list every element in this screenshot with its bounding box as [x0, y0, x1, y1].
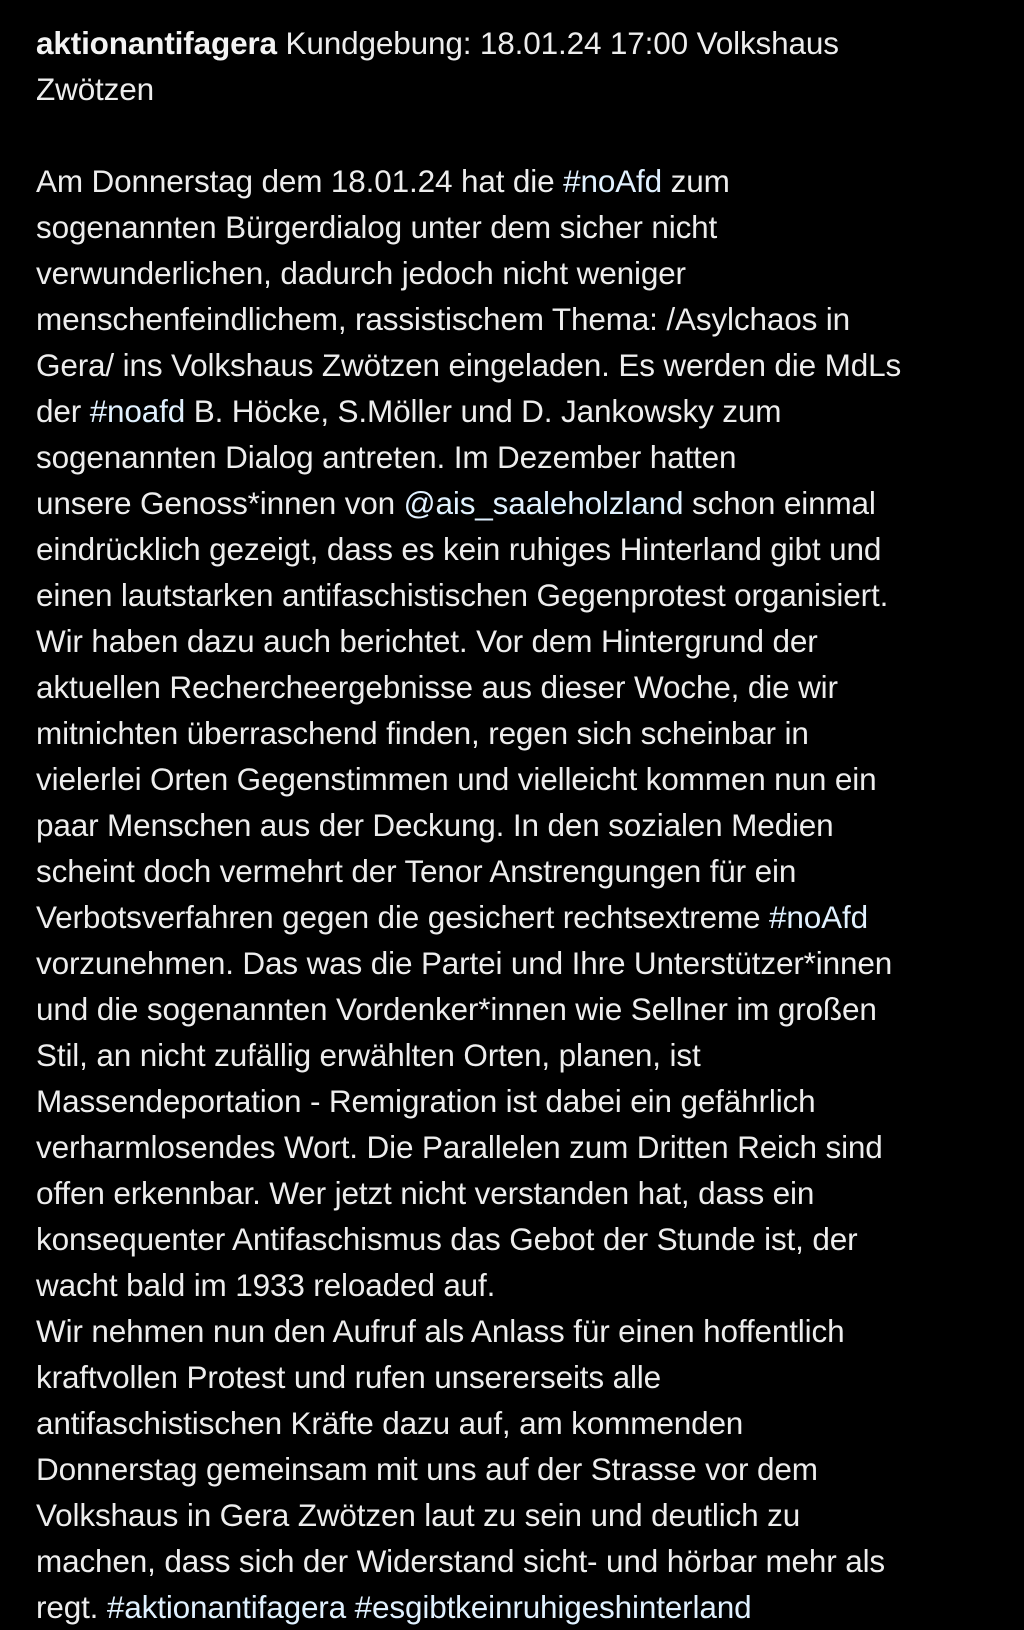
caption-line: Stil, an nicht zufällig erwählten Orten, planen, ist — [36, 1037, 701, 1073]
caption-text: Verbotsverfahren gegen die gesichert rechtsextreme — [36, 899, 770, 935]
caption-text: schon einmal — [683, 485, 876, 521]
caption-line: offen erkennbar. Wer jetzt nicht verstanden hat, dass ein — [36, 1175, 815, 1211]
caption-line: verharmlosendes Wort. Die Parallelen zum Dritten Reich sind — [36, 1129, 883, 1165]
caption-line: kraftvollen Protest und rufen unsererseits alle — [36, 1359, 662, 1395]
caption-text: unsere Genoss*innen von — [36, 485, 404, 521]
caption-line — [36, 158, 1006, 204]
caption-line — [36, 480, 1006, 526]
caption-text: Am Donnerstag dem 18.01.24 hat die — [36, 163, 564, 199]
hashtag-link[interactable]: #aktionantifagera — [106, 1589, 347, 1625]
caption-text: B. Höcke, S.Möller und D. Jankowsky zum — [185, 393, 782, 429]
username-link[interactable]: aktionantifagera — [36, 25, 277, 61]
mention-link[interactable]: @ais_saaleholzland — [403, 485, 684, 521]
post-caption — [36, 20, 1006, 1630]
caption-line: scheint doch vermehrt der Tenor Anstrengungen für ein — [36, 853, 797, 889]
caption-line: menschenfeindlichem, rassistischem Thema: /Asylchaos in — [36, 301, 851, 337]
caption-title-line — [36, 20, 1006, 66]
post-title-text-continued: Zwötzen — [36, 71, 154, 107]
caption-line: Donnerstag gemeinsam mit uns auf der Strasse vor dem — [36, 1451, 818, 1487]
post-title-text: Kundgebung: 18.01.24 17:00 Volkshaus — [276, 25, 839, 61]
caption-text: der — [36, 393, 90, 429]
caption-line — [36, 894, 1006, 940]
caption-line: sogenannten Dialog antreten. Im Dezember hatten — [36, 439, 737, 475]
caption-line: paar Menschen aus der Deckung. In den sozialen Medien — [36, 807, 834, 843]
caption-text: zum — [662, 163, 730, 199]
caption-line: Gera/ ins Volkshaus Zwötzen eingeladen. Es werden die MdLs — [36, 347, 902, 383]
caption-line: konsequenter Antifaschismus das Gebot der Stunde ist, der — [36, 1221, 858, 1257]
hashtag-link[interactable]: #noAfd — [563, 163, 663, 199]
caption-line: aktuellen Rechercheergebnisse aus dieser Woche, die wir — [36, 669, 838, 705]
caption-line: Massendeportation - Remigration ist dabei ein gefährlich — [36, 1083, 816, 1119]
hashtag-link[interactable]: #esgibtkeinruhigeshinterland — [354, 1589, 752, 1625]
caption-line: Volkshaus in Gera Zwötzen laut zu sein und deutlich zu — [36, 1497, 801, 1533]
caption-line: vorzunehmen. Das was die Partei und Ihre Unterstützer*innen — [36, 945, 893, 981]
caption-line: verwunderlichen, dadurch jedoch nicht weniger — [36, 255, 686, 291]
hashtag-link[interactable]: #noafd — [89, 393, 186, 429]
caption-text — [346, 1589, 355, 1625]
caption-line: wacht bald im 1933 reloaded auf. — [36, 1267, 496, 1303]
hashtag-link[interactable]: #noAfd — [769, 899, 868, 935]
caption-line — [36, 388, 1006, 434]
paragraph-gap — [36, 112, 1006, 158]
caption-line: sogenannten Bürgerdialog unter dem sicher nicht — [36, 209, 718, 245]
caption-line: Wir haben dazu auch berichtet. Vor dem Hintergrund der — [36, 623, 818, 659]
caption-line: vielerlei Orten Gegenstimmen und vielleicht kommen nun ein — [36, 761, 877, 797]
caption-line — [36, 1584, 1006, 1630]
caption-line: antifaschistischen Kräfte dazu auf, am kommenden — [36, 1405, 744, 1441]
caption-line: machen, dass sich der Widerstand sicht- und hörbar mehr als — [36, 1543, 886, 1579]
caption-text: regt. — [36, 1589, 107, 1625]
caption-line: mitnichten überraschend finden, regen sich scheinbar in — [36, 715, 809, 751]
caption-line: Wir nehmen nun den Aufruf als Anlass für einen hoffentlich — [36, 1313, 845, 1349]
caption-line: einen lautstarken antifaschistischen Gegenprotest organisiert. — [36, 577, 889, 613]
caption-line: und die sogenannten Vordenker*innen wie Sellner im großen — [36, 991, 877, 1027]
caption-line: eindrücklich gezeigt, dass es kein ruhiges Hinterland gibt und — [36, 531, 882, 567]
